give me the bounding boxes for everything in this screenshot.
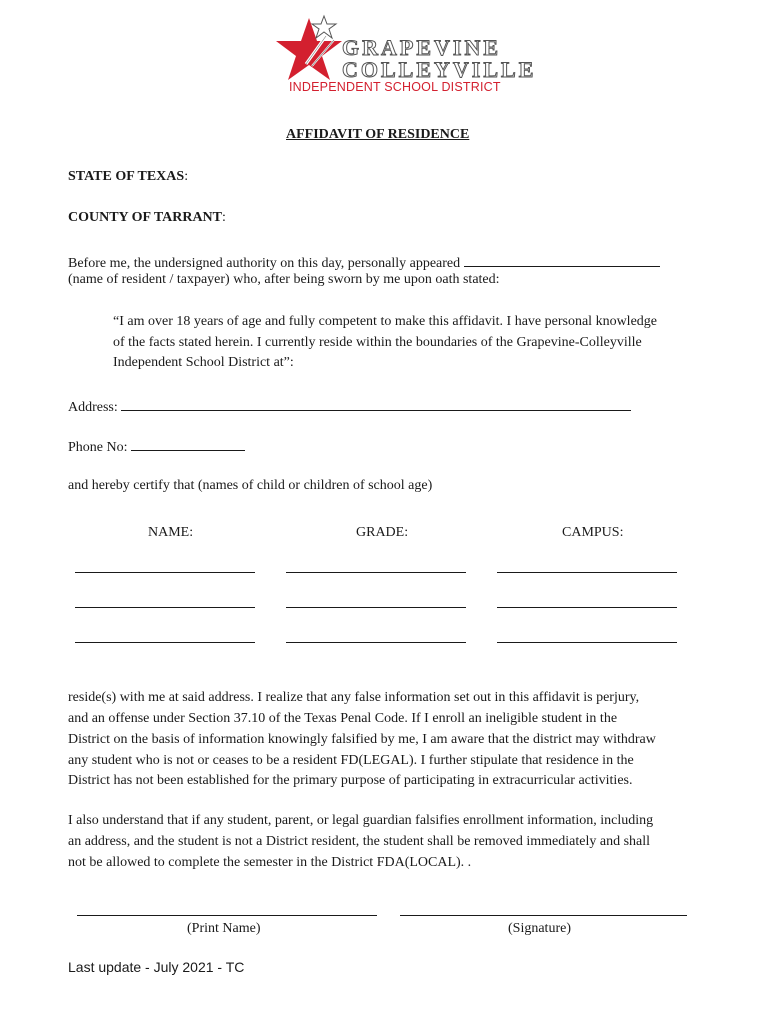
quote-line-1: “I am over 18 years of age and fully competent to make this affidavit. I have personal knowledge	[113, 314, 657, 329]
phone-line	[68, 436, 245, 456]
reside-line-4: any student who is not or ceases to be a resident FD(LEGAL). I further stipulate that residence in the	[68, 753, 634, 768]
print-name-field[interactable]	[77, 915, 377, 916]
resident-name-field[interactable]	[464, 252, 660, 267]
signature-label: (Signature)	[508, 921, 571, 936]
child-name-field-1[interactable]	[75, 572, 255, 573]
address-line	[68, 396, 631, 416]
county-label: COUNTY OF TARRANT	[68, 210, 223, 225]
logo-text-colleyville: COLLEYVILLE	[342, 57, 537, 82]
footer-update: Last update - July 2021 - TC	[68, 959, 245, 975]
state-label: STATE OF TEXAS	[68, 169, 185, 184]
child-campus-field-2[interactable]	[497, 607, 677, 608]
signature-field[interactable]	[400, 915, 687, 916]
child-name-field-3[interactable]	[75, 642, 255, 643]
state-line	[68, 169, 188, 185]
county-colon: :	[222, 210, 226, 225]
child-campus-field-1[interactable]	[497, 572, 677, 573]
understand-line-1: I also understand that if any student, parent, or legal guardian falsifies enrollment information, including	[68, 813, 654, 828]
child-grade-field-1[interactable]	[286, 572, 466, 573]
understand-line-3: not be allowed to complete the semester in the District FDA(LOCAL). .	[68, 855, 472, 870]
address-field[interactable]	[121, 396, 631, 411]
reside-line-5: District has not been established for the primary purpose of participating in extracurricular activities.	[68, 773, 633, 788]
logo-star-icon	[276, 14, 348, 84]
print-name-label: (Print Name)	[187, 921, 261, 936]
reside-line-1: reside(s) with me at said address. I realize that any false information set out in this affidavit is perjury,	[68, 690, 640, 705]
intro-line-1	[68, 252, 660, 272]
logo-text-grapevine: GRAPEVINE	[342, 35, 502, 60]
quote-line-3: Independent School District at”:	[113, 355, 294, 370]
understand-line-2: an address, and the student is not a District resident, the student shall be removed immediately and shall	[68, 834, 651, 849]
phone-field[interactable]	[131, 436, 245, 451]
logo-text-district: INDEPENDENT SCHOOL DISTRICT	[289, 80, 501, 94]
reside-line-3: District on the basis of information knowingly falsified by me, I am aware that the district may withdraw	[68, 732, 656, 747]
phone-label: Phone No:	[68, 440, 128, 455]
certify-text: and hereby certify that (names of child or children of school age)	[68, 478, 433, 493]
column-header-name: NAME:	[148, 525, 194, 540]
child-campus-field-3[interactable]	[497, 642, 677, 643]
county-line	[68, 210, 226, 226]
child-name-field-2[interactable]	[75, 607, 255, 608]
address-label: Address:	[68, 400, 118, 415]
column-header-grade: GRADE:	[356, 525, 409, 540]
child-grade-field-2[interactable]	[286, 607, 466, 608]
intro-line-2: (name of resident / taxpayer) who, after being sworn by me upon oath stated:	[68, 272, 500, 287]
child-grade-field-3[interactable]	[286, 642, 466, 643]
document-title: AFFIDAVIT OF RESIDENCE	[286, 127, 470, 142]
state-colon: :	[184, 169, 189, 184]
quote-line-2: of the facts stated herein. I currently reside within the boundaries of the Grapevine-Colleyville	[113, 335, 642, 350]
intro-text: Before me, the undersigned authority on this day, personally appeared	[68, 256, 461, 271]
column-header-campus: CAMPUS:	[562, 525, 624, 540]
reside-line-2: and an offense under Section 37.10 of the Texas Penal Code. If I enroll an ineligible student in the	[68, 711, 618, 726]
